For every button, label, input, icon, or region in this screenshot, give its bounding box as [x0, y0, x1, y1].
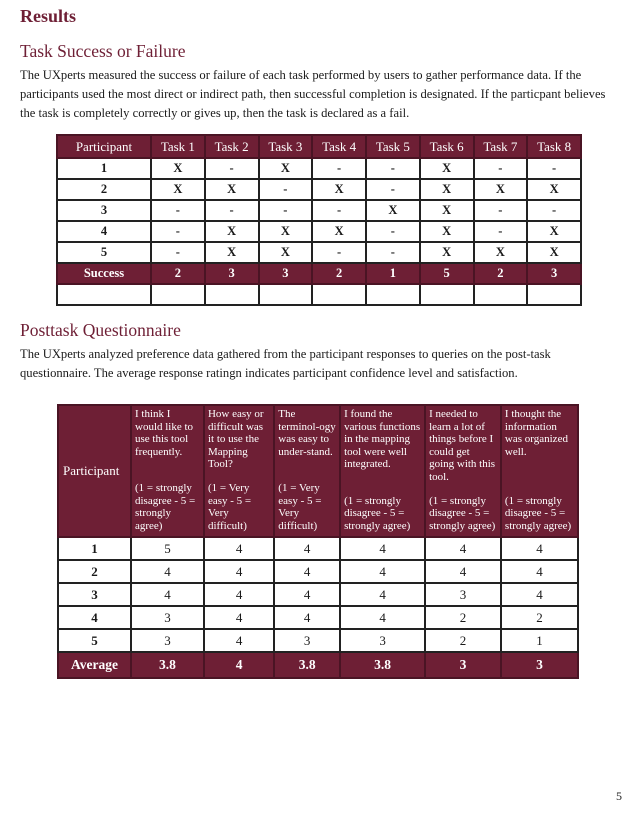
success-count-cell: 3 — [205, 263, 259, 284]
task-result-cell: X — [151, 158, 205, 179]
question-cell-content — [429, 408, 497, 532]
question-header — [340, 405, 425, 537]
average-label: Average — [58, 652, 131, 678]
empty-cell — [474, 284, 528, 305]
empty-cell — [420, 284, 474, 305]
empty-cell — [259, 284, 313, 305]
task-result-cell: - — [474, 221, 528, 242]
success-count-cell: 3 — [527, 263, 581, 284]
rating-cell: 4 — [425, 537, 501, 560]
success-count-cell: 2 — [474, 263, 528, 284]
table-row — [57, 179, 581, 200]
task-result-cell: X — [205, 179, 259, 200]
question-header — [425, 405, 501, 537]
task-result-cell: X — [474, 179, 528, 200]
table-row — [57, 158, 581, 179]
question-cell-content — [208, 408, 270, 532]
task-result-cell: - — [151, 242, 205, 263]
table-row — [57, 242, 581, 263]
rating-cell: 4 — [131, 560, 204, 583]
task-result-cell: X — [527, 221, 581, 242]
task-result-cell: - — [205, 200, 259, 221]
average-row — [58, 652, 578, 678]
column-header: Task 8 — [527, 135, 581, 158]
task-result-cell: - — [312, 242, 366, 263]
question-scale: (1 = strongly disagree - 5 = strongly agree) — [344, 494, 411, 532]
task-result-cell: - — [366, 242, 420, 263]
rating-cell: 4 — [274, 537, 340, 560]
table-row — [58, 537, 578, 560]
empty-cell — [527, 284, 581, 305]
question-header — [204, 405, 274, 537]
table-row — [58, 606, 578, 629]
rating-cell: 4 — [340, 537, 425, 560]
task-result-cell: - — [527, 158, 581, 179]
empty-cell — [57, 284, 151, 305]
table-row — [58, 560, 578, 583]
rating-cell: 4 — [501, 537, 578, 560]
rating-cell: 4 — [501, 583, 578, 606]
empty-cell — [312, 284, 366, 305]
rating-cell: 3 — [274, 629, 340, 652]
task-result-cell: - — [151, 200, 205, 221]
average-value-cell: 4 — [204, 652, 274, 678]
question-text: I think I would like to use this tool frequently. — [135, 408, 194, 458]
table-row — [58, 583, 578, 606]
results-heading: Results — [20, 6, 77, 26]
question-text: I found the various functions in the mapping tool were well integrated. — [344, 408, 421, 470]
question-header — [501, 405, 578, 537]
rating-cell: 3 — [340, 629, 425, 652]
rating-cell: 4 — [274, 560, 340, 583]
question-header — [131, 405, 204, 537]
task-result-cell: - — [259, 200, 313, 221]
rating-cell: 3 — [425, 583, 501, 606]
rating-cell: 2 — [501, 606, 578, 629]
task-result-cell: X — [420, 200, 474, 221]
task-result-cell: X — [312, 221, 366, 242]
participant-id-cell: 4 — [57, 221, 151, 242]
question-scale: (1 = Very easy - 5 = Very difficult) — [207, 482, 252, 532]
task-result-cell: X — [420, 242, 474, 263]
task-result-cell: - — [527, 200, 581, 221]
rating-cell: 4 — [204, 629, 274, 652]
average-value-cell: 3 — [501, 652, 578, 678]
rating-cell: 4 — [204, 537, 274, 560]
column-header: Task 6 — [420, 135, 474, 158]
posttask-section-paragraph: The UXperts analyzed preference data gathered from the participant responses to queries on the post-task questionnaire. The average response ratingn indicates participant confidence level and satisfaction. — [20, 347, 551, 380]
rating-cell: 5 — [131, 537, 204, 560]
column-header: Task 7 — [474, 135, 528, 158]
question-cell-content — [344, 408, 421, 532]
rating-cell: 4 — [204, 606, 274, 629]
participant-id-cell: 3 — [58, 583, 131, 606]
task-result-cell: X — [312, 179, 366, 200]
average-value-cell: 3.8 — [274, 652, 340, 678]
column-header: Participant — [57, 135, 151, 158]
rating-cell: 3 — [131, 606, 204, 629]
task-result-cell: X — [205, 242, 259, 263]
success-count-cell: 2 — [312, 263, 366, 284]
success-label: Success — [57, 263, 151, 284]
task-result-cell: - — [259, 179, 313, 200]
task-result-cell: X — [151, 179, 205, 200]
question-header — [274, 405, 340, 537]
posttask-section-heading: Posttask Questionnaire — [20, 320, 181, 340]
task-result-cell: X — [527, 179, 581, 200]
rating-cell: 1 — [501, 629, 578, 652]
questionnaire-header-row — [58, 405, 578, 537]
rating-cell: 4 — [340, 560, 425, 583]
rating-cell: 4 — [131, 583, 204, 606]
column-header: Task 1 — [151, 135, 205, 158]
rating-cell: 4 — [340, 583, 425, 606]
task-result-cell: - — [366, 221, 420, 242]
rating-cell: 4 — [501, 560, 578, 583]
question-scale: (1 = strongly disagree - 5 = strongly agree) — [429, 494, 496, 532]
task-section-paragraph: The UXperts measured the success or failure of each task performed by users to gather performance data. If the participants used the most direct or indirect path, then successful completion is designated. If the particpant believes the task is completely correctly or gives up, then the task is declared as a fail. — [20, 68, 606, 120]
column-header: Task 5 — [366, 135, 420, 158]
task-result-cell: - — [312, 200, 366, 221]
rating-cell: 4 — [340, 606, 425, 629]
participant-id-cell: 5 — [58, 629, 131, 652]
page-number: 5 — [616, 789, 622, 803]
question-text: I needed to learn a lot of things before I could get going with this tool. — [429, 408, 496, 483]
average-value-cell: 3.8 — [340, 652, 425, 678]
task-table-header-row — [57, 135, 581, 158]
empty-cell — [205, 284, 259, 305]
average-value-cell: 3 — [425, 652, 501, 678]
rating-cell: 3 — [131, 629, 204, 652]
participant-id-cell: 3 — [57, 200, 151, 221]
rating-cell: 4 — [274, 606, 340, 629]
column-header: Task 4 — [312, 135, 366, 158]
participant-id-cell: 5 — [57, 242, 151, 263]
task-result-cell: X — [420, 179, 474, 200]
empty-row — [57, 284, 581, 305]
rating-cell: 4 — [274, 583, 340, 606]
question-scale: (1 = strongly disagree - 5 = strongly agree) — [504, 494, 572, 532]
task-result-cell: X — [420, 221, 474, 242]
participant-header: Participant — [58, 405, 131, 537]
task-success-table — [56, 134, 582, 306]
table-row — [58, 629, 578, 652]
success-count-cell: 5 — [420, 263, 474, 284]
rating-cell: 4 — [425, 560, 501, 583]
question-scale: (1 = Very easy - 5 = Very difficult) — [278, 482, 322, 532]
task-result-cell: - — [151, 221, 205, 242]
empty-cell — [151, 284, 205, 305]
task-section-heading: Task Success or Failure — [20, 41, 186, 61]
task-result-cell: X — [259, 158, 313, 179]
task-result-cell: - — [205, 158, 259, 179]
participant-id-cell: 1 — [57, 158, 151, 179]
task-result-cell: X — [527, 242, 581, 263]
average-value-cell: 3.8 — [131, 652, 204, 678]
participant-id-cell: 2 — [58, 560, 131, 583]
question-cell-content — [278, 408, 336, 532]
task-result-cell: - — [366, 179, 420, 200]
column-header: Task 2 — [205, 135, 259, 158]
task-result-cell: - — [366, 158, 420, 179]
empty-cell — [366, 284, 420, 305]
task-result-cell: X — [474, 242, 528, 263]
rating-cell: 2 — [425, 629, 501, 652]
question-cell-content — [135, 408, 200, 532]
success-count-cell: 2 — [151, 263, 205, 284]
question-scale: (1 = strongly disagree - 5 = strongly agree) — [135, 482, 196, 532]
task-result-cell: X — [420, 158, 474, 179]
participant-id-cell: 4 — [58, 606, 131, 629]
task-result-cell: X — [259, 242, 313, 263]
table-row — [57, 221, 581, 242]
task-result-cell: X — [259, 221, 313, 242]
question-text: I thought the information was organized well. — [504, 408, 568, 458]
rating-cell: 4 — [204, 560, 274, 583]
posttask-questionnaire-table — [57, 404, 579, 679]
task-result-cell: - — [312, 158, 366, 179]
question-text: How easy or difficult was it to use the Mapping Tool? — [207, 408, 264, 470]
success-row — [57, 263, 581, 284]
table-row — [57, 200, 581, 221]
rating-cell: 2 — [425, 606, 501, 629]
success-count-cell: 1 — [366, 263, 420, 284]
task-result-cell: X — [366, 200, 420, 221]
participant-id-cell: 1 — [58, 537, 131, 560]
participant-id-cell: 2 — [57, 179, 151, 200]
task-result-cell: - — [474, 200, 528, 221]
task-result-cell: - — [474, 158, 528, 179]
question-text: The terminol-ogy was easy to under-stand. — [278, 408, 336, 458]
success-count-cell: 3 — [259, 263, 313, 284]
rating-cell: 4 — [204, 583, 274, 606]
question-cell-content — [505, 408, 574, 532]
task-result-cell: X — [205, 221, 259, 242]
column-header: Task 3 — [259, 135, 313, 158]
